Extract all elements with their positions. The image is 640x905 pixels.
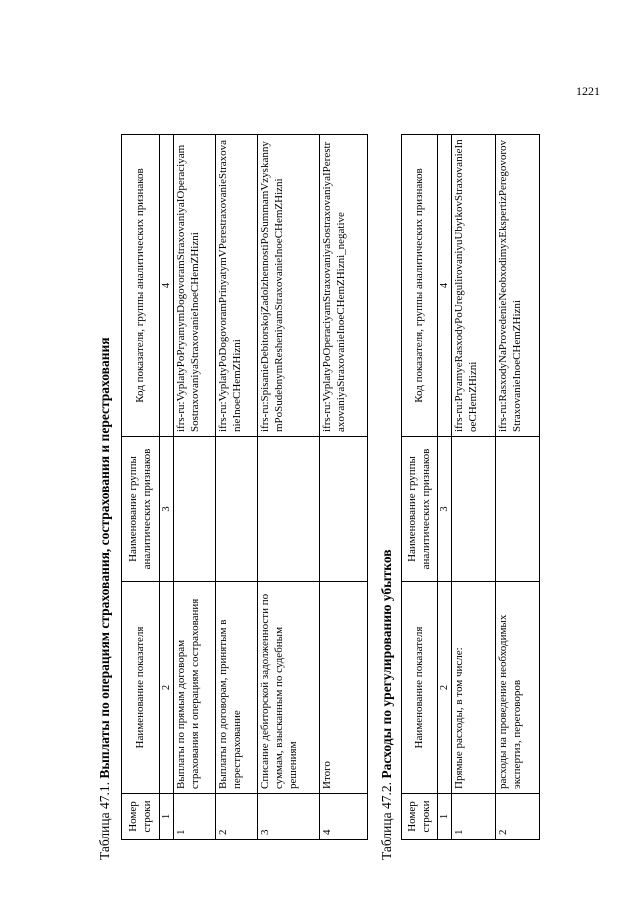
table2-header-group: Наименование группы аналитических признаков	[402, 437, 438, 582]
table1-header-name: Наименование показателя	[122, 582, 160, 794]
table2-colnum-row	[438, 135, 452, 840]
table-row	[496, 135, 540, 840]
row-group-name	[452, 437, 496, 582]
page-number: 1221	[576, 84, 600, 98]
row-group-name	[216, 437, 258, 582]
row-indicator-name: расходы на проведение необходимых экспертиз, переговоров	[496, 582, 540, 794]
table2-colnum: 4	[438, 135, 452, 437]
row-code: ifrs-ru:RasxodyNaProvedenieNeobxodimyxEkspertizPeregovorovStraxovanieInoeCHemZHizni	[496, 135, 540, 437]
table2-colnum: 3	[438, 437, 452, 582]
table1-header-group: Наименование группы аналитических признаков	[122, 437, 160, 582]
table-row	[258, 135, 320, 840]
row-number: 1	[174, 794, 216, 840]
row-number: 2	[216, 794, 258, 840]
table2-header-code: Код показателя, группы аналитических признаков	[402, 135, 438, 437]
table1-caption-title: Выплаты по операциям страхования, сострахования и перестрахования	[97, 337, 112, 779]
table2-header-num: Номер строки	[402, 794, 438, 840]
table1-header-code: Код показателя, группы аналитических признаков	[122, 135, 160, 437]
table2	[401, 134, 540, 840]
table2-header-name: Наименование показателя	[402, 582, 438, 794]
table1-colnum: 2	[160, 582, 174, 794]
row-group-name	[496, 437, 540, 582]
row-indicator-name: Выплаты по прямым договорам страхования и операциям сострахования	[174, 582, 216, 794]
row-indicator-name: Прямые расходы, в том числе:	[452, 582, 496, 794]
table1-header-num: Номер строки	[122, 794, 160, 840]
table-row	[216, 135, 258, 840]
row-number: 4	[320, 794, 368, 840]
row-number: 1	[452, 794, 496, 840]
row-number: 2	[496, 794, 540, 840]
row-code: ifrs-ru:SpisanieDebitorskojZadolzhennostiPoSummamVzyskannymPoSudebnymResheniyamStraxovanieInoeCHemZHizni	[258, 135, 320, 437]
row-number: 3	[258, 794, 320, 840]
row-code: ifrs-ru:VyplatyPoPryamymDogovoramStraxovaniyaIOperaciyamSostraxovaniyaStraxovanieInoeCHemZHizni	[174, 135, 216, 437]
table1-colnum-row	[160, 135, 174, 840]
table1-caption-prefix: Таблица 47.1.	[97, 782, 112, 860]
row-group-name	[258, 437, 320, 582]
table-row	[320, 135, 368, 840]
table1	[121, 134, 368, 840]
table1-caption	[97, 337, 113, 860]
row-group-name	[320, 437, 368, 582]
table2-colnum: 2	[438, 582, 452, 794]
row-indicator-name: Итого	[320, 582, 368, 794]
table1-colnum: 1	[160, 794, 174, 840]
row-code: ifrs-ru:VyplatyPoDogovoramPrinyatymVPerestraxovanieStraxovanieInoeCHemZHizni	[216, 135, 258, 437]
table2-caption	[379, 549, 395, 860]
row-indicator-name: Выплаты по договорам, принятым в перестрахование	[216, 582, 258, 794]
table2-header-row	[402, 135, 438, 840]
row-indicator-name: Списание дебиторской задолженности по суммам, взысканным по судебным решениям	[258, 582, 320, 794]
table1-header-row	[122, 135, 160, 840]
table-row	[452, 135, 496, 840]
row-code: ifrs-ru:VyplatyPoOperaciyamStraxovaniyaSostraxovaniyaIPerestraxovaniyaStraxovanieInoeCHemZHizni_negative	[320, 135, 368, 437]
table-row	[174, 135, 216, 840]
row-group-name	[174, 437, 216, 582]
table2-colnum: 1	[438, 794, 452, 840]
rotated-page-content	[95, 60, 605, 860]
table1-colnum: 4	[160, 135, 174, 437]
table2-caption-prefix: Таблица 47.2.	[379, 782, 394, 860]
row-code: ifrs-ru:PryamyeRasxodyPoUregulirovaniyuUbytkovStraxovanieInoeCHemZHizni	[452, 135, 496, 437]
table2-caption-title: Расходы по урегулированию убытков	[379, 549, 394, 779]
table1-colnum: 3	[160, 437, 174, 582]
